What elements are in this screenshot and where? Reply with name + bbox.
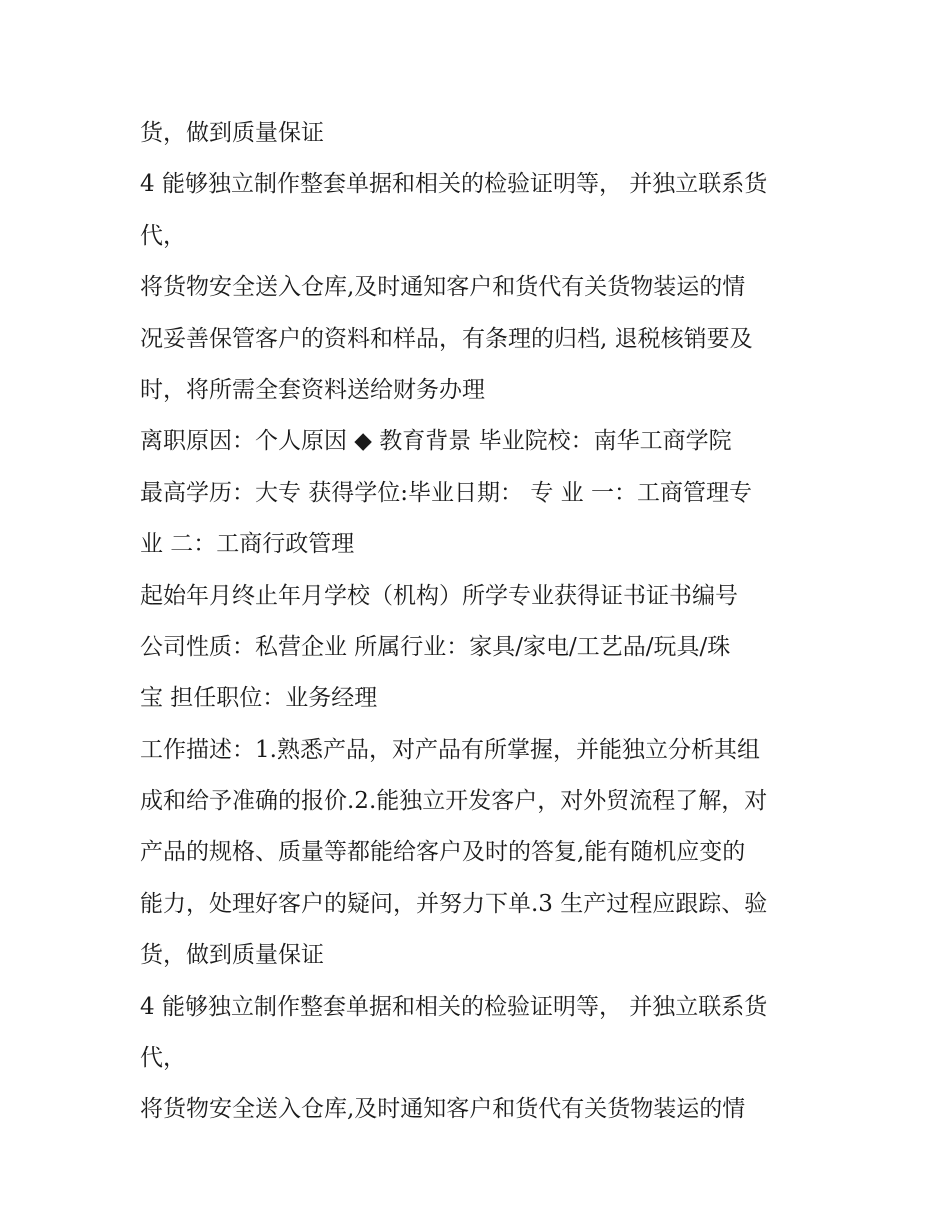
text-line: 4 能够独立制作整套单据和相关的检验证明等， 并独立联系货: [140, 171, 768, 198]
text-line: 能力，处理好客户的疑问，并努力下单.3 生产过程应跟踪、验: [140, 890, 768, 917]
text-line: 产品的规格、质量等都能给客户及时的答复,能有随机应变的: [140, 839, 746, 866]
text-line: 最高学历：大专 获得学位:毕业日期： 专 业 一：工商管理专: [140, 479, 752, 506]
text-line: 宝 担任职位：业务经理: [140, 685, 378, 712]
text-line: 4 能够独立制作整套单据和相关的检验证明等， 并独立联系货: [140, 993, 768, 1020]
text-line: 工作描述：1.熟悉产品，对产品有所掌握，并能独立分析其组: [140, 736, 760, 763]
text-line: 代，: [140, 1045, 186, 1072]
text-line: 货，做到质量保证: [140, 942, 324, 969]
text-line: 离职原因：个人原因 ◆ 教育背景 毕业院校：南华工商学院: [140, 428, 732, 455]
text-line: 起始年月终止年月学校（机构）所学专业获得证书证书编号: [140, 582, 738, 609]
text-line: 货，做到质量保证: [140, 120, 324, 146]
text-line: 业 二：工商行政管理: [140, 531, 355, 558]
text-line: 将货物安全送入仓库,及时通知客户和货代有关货物装运的情: [140, 274, 746, 301]
text-line: 代，: [140, 222, 186, 249]
text-line: 成和给予准确的报价.2.能独立开发客户，对外贸流程了解，对: [140, 788, 768, 815]
text-line: 公司性质：私营企业 所属行业：家具/家电/工艺品/玩具/珠: [140, 633, 731, 660]
text-line: 况妥善保管客户的资料和样品，有条理的归档, 退税核销要及: [140, 325, 753, 352]
text-line: 时，将所需全套资料送给财务办理: [140, 376, 485, 403]
text-line: 将货物安全送入仓库,及时通知客户和货代有关货物装运的情: [140, 1096, 746, 1123]
document-body: [140, 108, 820, 1136]
